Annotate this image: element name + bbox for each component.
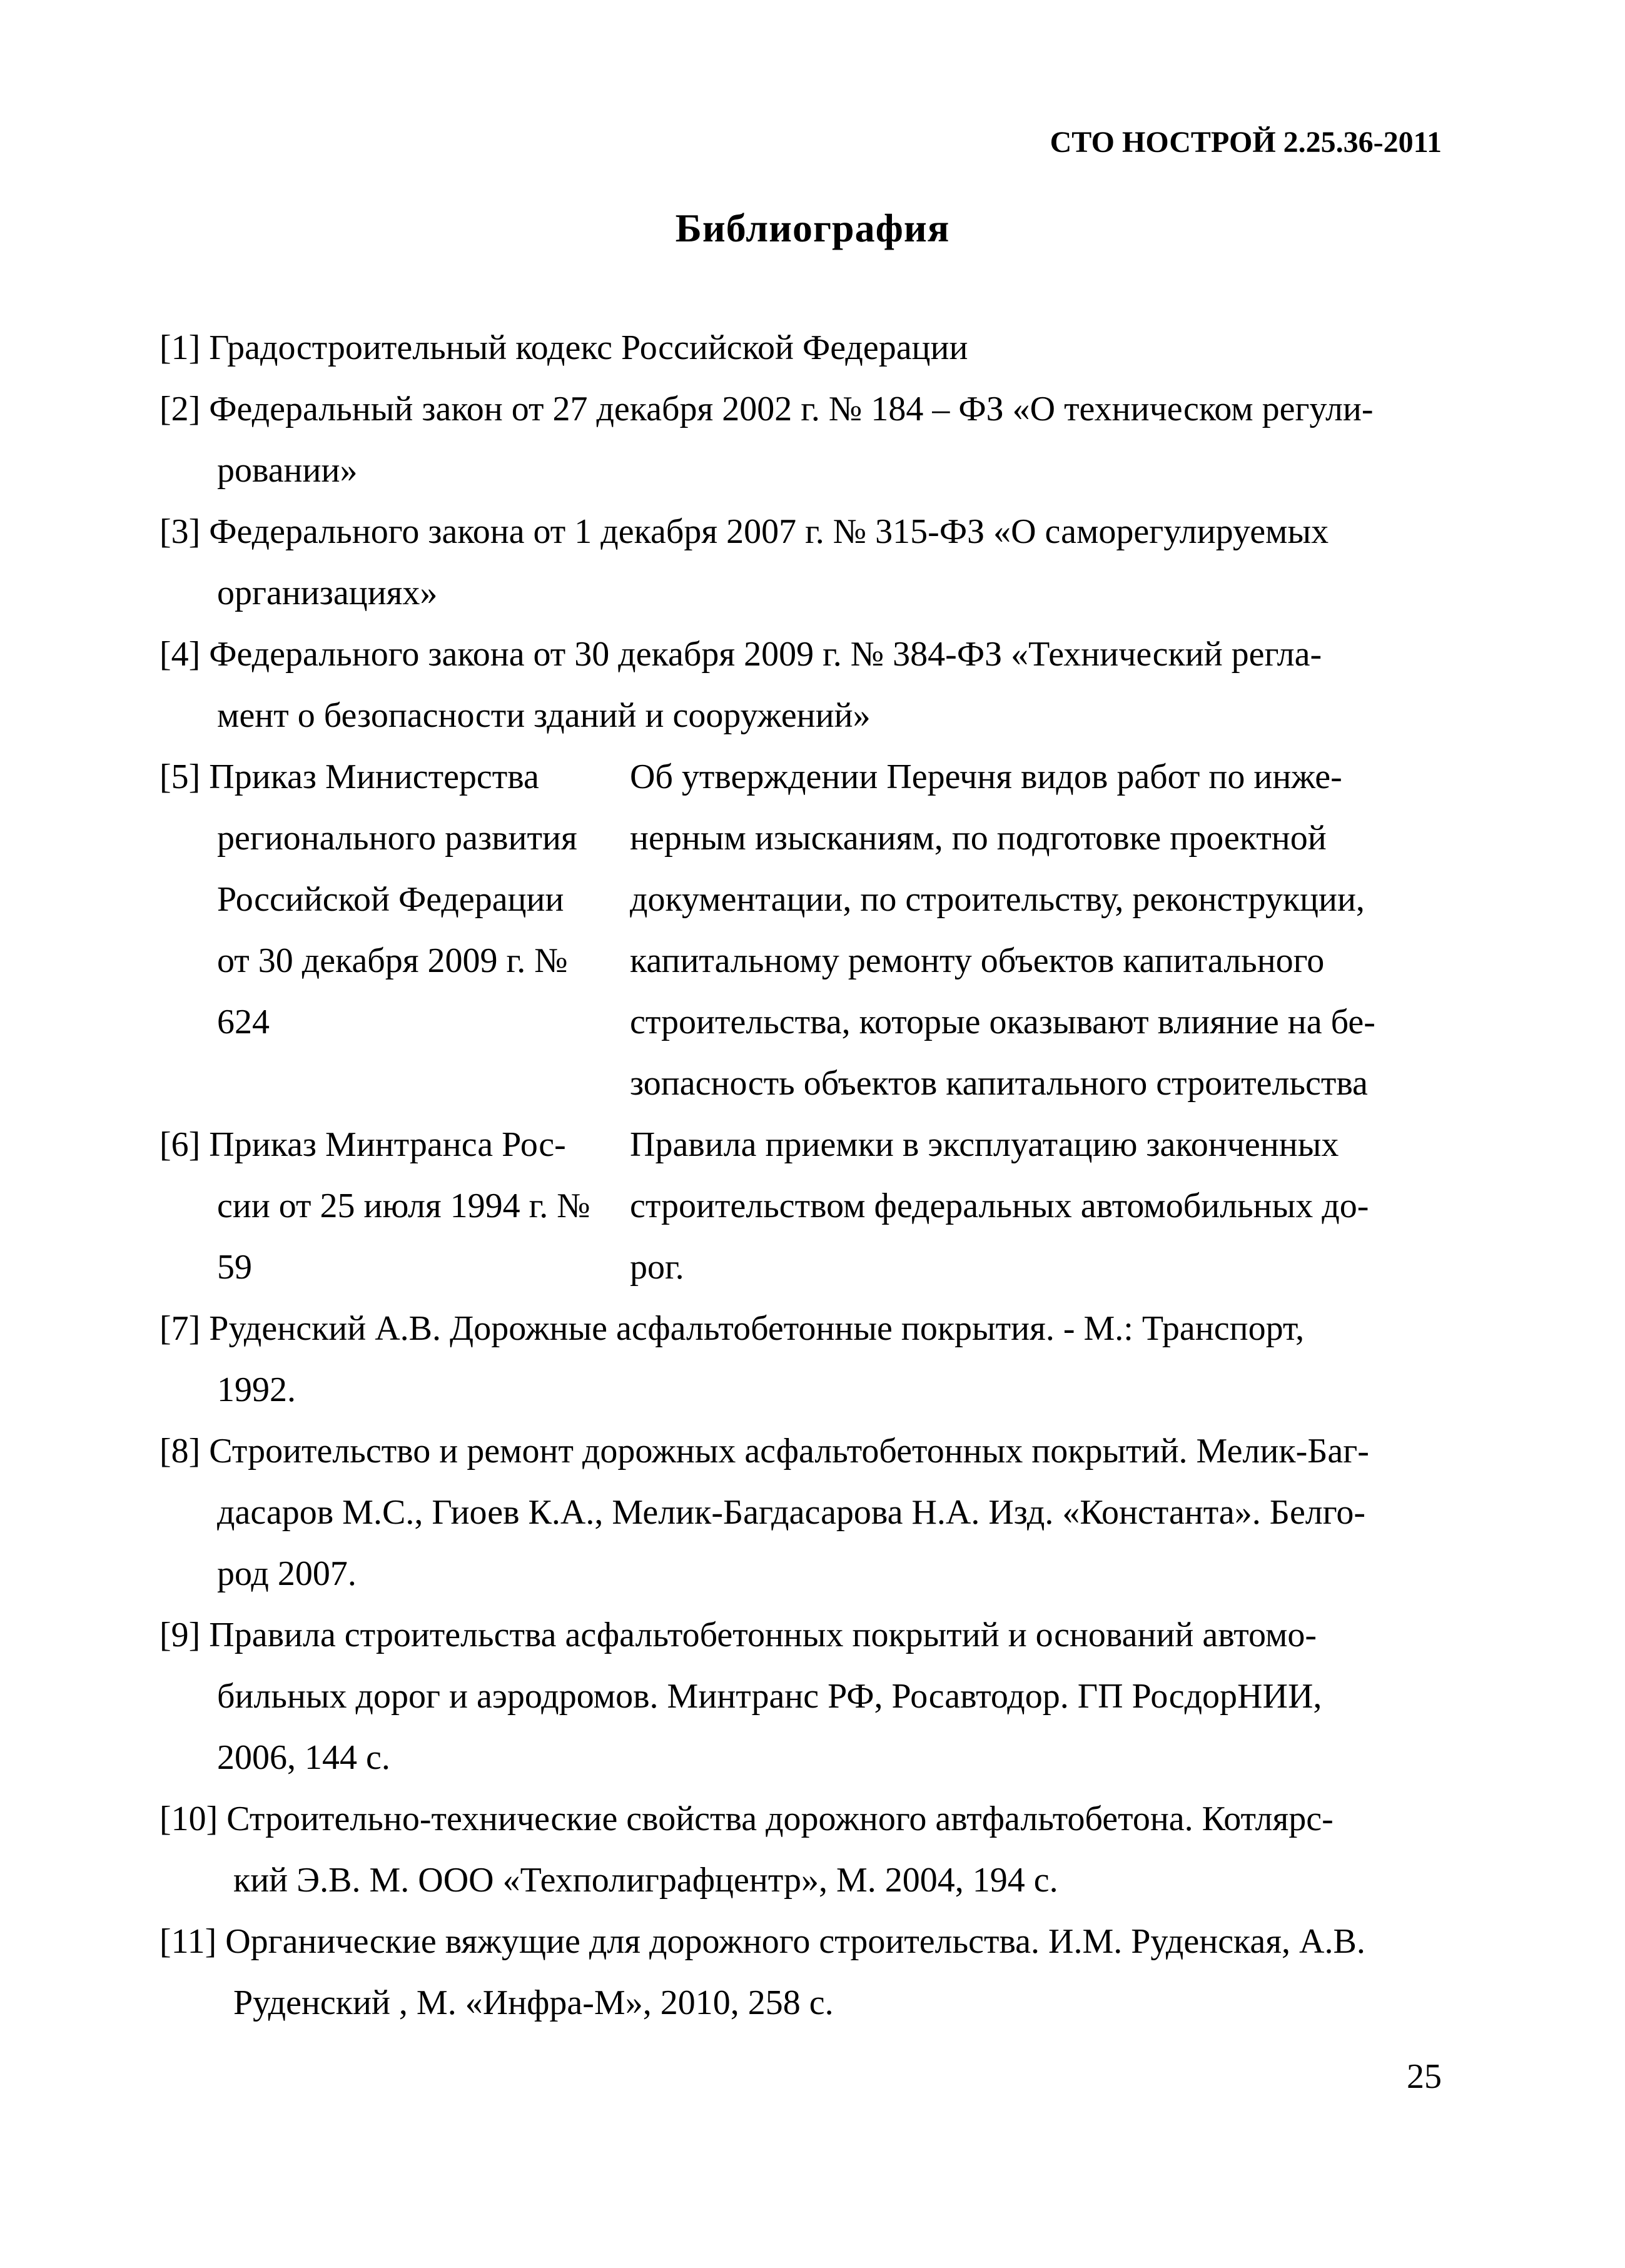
entry-line: [9] Правила строительства асфальтобетонных покрытий и оснований автомо- <box>159 1616 1317 1654</box>
entry-line: [3] Федерального закона от 1 декабря 2007 г. № 315-ФЗ «О саморегулируемых <box>159 512 1329 551</box>
entry-line: нерным изысканиям, по подготовке проектной <box>630 819 1327 858</box>
bibliography-entry-11 <box>159 1911 1442 2033</box>
entry-line: Руденский , М. «Инфра-М», 2010, 258 с. <box>233 1983 834 2022</box>
entry-line: регионального развития <box>217 819 577 858</box>
entry-line: [5] Приказ Министерства <box>159 757 539 796</box>
entry-line: капитальному ремонту объектов капитального <box>630 941 1325 980</box>
entry-title-column <box>630 746 1442 1114</box>
entry-title-column <box>630 1114 1442 1298</box>
entry-line: организациях» <box>217 574 438 612</box>
entry-line: от 30 декабря 2009 г. № <box>217 941 568 980</box>
entry-line: [1] Градостроительный кодекс Российской Федерации <box>159 328 968 367</box>
entry-line: [6] Приказ Минтранса Рос- <box>159 1125 566 1164</box>
entry-line: зопасность объектов капитального строительства <box>630 1064 1368 1103</box>
document-code: СТО НОСТРОЙ 2.25.36-2011 <box>1050 126 1442 159</box>
entry-source-column <box>159 746 630 1114</box>
entry-line: Об утверждении Перечня видов работ по инже- <box>630 757 1342 796</box>
entry-line: строительством федеральных автомобильных до- <box>630 1187 1369 1225</box>
entry-line: кий Э.В. М. ООО «Техполиграфцентр», М. 2004, 194 с. <box>233 1861 1058 1900</box>
entry-line: 59 <box>217 1248 252 1287</box>
entry-line: [11] Органические вяжущие для дорожного строительства. И.М. Руденская, А.В. <box>159 1922 1365 1961</box>
entry-line: Российской Федерации <box>217 880 564 919</box>
bibliography-entry-6 <box>159 1114 1442 1298</box>
bibliography-entry-8 <box>159 1420 1442 1604</box>
entry-line: [4] Федерального закона от 30 декабря 2009 г. № 384-ФЗ «Технический регла- <box>159 635 1322 674</box>
entry-line: [2] Федеральный закон от 27 декабря 2002 г. № 184 – ФЗ «О техническом регули- <box>159 390 1374 428</box>
entry-line: дасаров М.С., Гиоев К.А., Мелик-Багдасарова Н.А. Изд. «Константа». Белго- <box>217 1493 1365 1532</box>
entry-line: Правила приемки в эксплуатацию законченных <box>630 1125 1339 1164</box>
bibliography-entry-3 <box>159 501 1442 624</box>
entry-line: бильных дорог и аэродромов. Минтранс РФ, Росавтодор. ГП РосдорНИИ, <box>217 1677 1322 1716</box>
entry-line: 624 <box>217 1003 270 1041</box>
bibliography-list <box>159 317 1442 2033</box>
entry-line: род 2007. <box>217 1554 357 1593</box>
entry-line: документации, по строительству, реконструкции, <box>630 880 1365 919</box>
bibliography-entry-7 <box>159 1298 1442 1420</box>
entry-line: [7] Руденский А.В. Дорожные асфальтобетонные покрытия. - М.: Транспорт, <box>159 1309 1305 1348</box>
entry-line: мент о безопасности зданий и сооружений» <box>217 696 871 735</box>
entry-line: [10] Строительно-технические свойства дорожного автфальтобетона. Котлярс- <box>159 1800 1334 1838</box>
entry-line: [8] Строительство и ремонт дорожных асфальтобетонных покрытий. Мелик-Баг- <box>159 1432 1369 1471</box>
entry-line: рог. <box>630 1248 684 1287</box>
entry-line: ровании» <box>217 451 358 490</box>
bibliography-entry-5 <box>159 746 1442 1114</box>
page-title: Библиография <box>675 206 950 250</box>
bibliography-entry-9 <box>159 1604 1442 1788</box>
entry-line: 1992. <box>217 1370 296 1409</box>
bibliography-entry-4 <box>159 624 1442 746</box>
entry-line: 2006, 144 с. <box>217 1738 390 1777</box>
entry-line: строительства, которые оказывают влияние на бе- <box>630 1003 1375 1041</box>
bibliography-entry-10 <box>159 1788 1442 1911</box>
page-number: 25 <box>1407 2057 1442 2096</box>
bibliography-entry-2 <box>159 378 1442 501</box>
entry-source-column <box>159 1114 630 1298</box>
bibliography-entry-1 <box>159 317 1442 378</box>
entry-line: сии от 25 июля 1994 г. № <box>217 1187 590 1225</box>
